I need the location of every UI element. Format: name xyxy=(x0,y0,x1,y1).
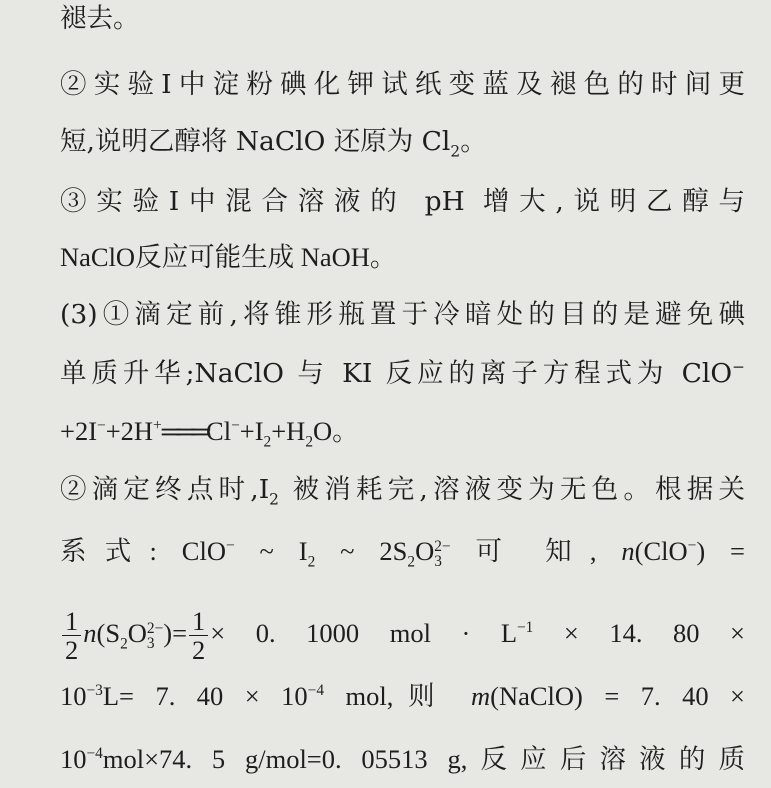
l11-d: × 0. 1000 mol · L xyxy=(210,618,518,648)
l11-n: n xyxy=(83,618,97,648)
text-line-1 xyxy=(60,2,745,36)
l10-sub1: 2 xyxy=(307,553,316,571)
fraction-1 xyxy=(62,607,81,664)
l10-d: O xyxy=(415,536,435,566)
line-7-sup: − xyxy=(732,358,745,377)
eq-sub-2: 2 xyxy=(305,433,314,451)
line-3-text-a: 短,说明乙醇将 NaClO 还原为 Cl xyxy=(60,126,451,157)
line-9-text-a: ②滴定终点时,I xyxy=(60,474,270,505)
line-7-text: 单质升华;NaClO 与 KI 反应的离子方程式为 ClO xyxy=(60,358,733,389)
l10-sup2: 2− xyxy=(434,537,451,555)
l12-sup2: −4 xyxy=(307,682,325,700)
text-line-5 xyxy=(60,240,745,275)
l12-c: mol,则 xyxy=(324,681,471,711)
l10-supsub-stack xyxy=(434,539,450,570)
l12-sup1: −3 xyxy=(86,682,103,700)
line-5-text: NaClO反应可能生成 NaOH。 xyxy=(60,242,397,272)
l11-e: × 14. 80 × xyxy=(533,618,746,648)
l12-m: m xyxy=(471,681,491,711)
l11-a: (S xyxy=(96,618,121,648)
eq-i2: +I xyxy=(239,416,264,446)
text-line-3 xyxy=(60,125,745,159)
text-line-8-equation xyxy=(60,414,745,451)
frac2-num: 1 xyxy=(192,606,206,637)
frac1-den: 2 xyxy=(62,635,81,664)
l13-b: mol×74. 5 g/mol=0. 05513 g,反应后溶液的质 xyxy=(102,744,745,774)
l12-b: L= 7. 40 × 10 xyxy=(102,681,308,711)
text-line-4 xyxy=(60,185,745,219)
l10-a: 系式: ClO xyxy=(60,536,226,566)
l11-sup2: −1 xyxy=(517,619,534,637)
l10-g: ) = xyxy=(696,536,745,566)
l10-c: ~ 2S xyxy=(315,536,408,566)
eq-sup-1: − xyxy=(97,417,106,435)
eq-sup-3: − xyxy=(231,417,240,435)
eq-end: O。 xyxy=(313,416,359,446)
frac2-den: 2 xyxy=(189,635,208,664)
l10-sub2: 2 xyxy=(407,553,416,571)
line-3-sub: 2 xyxy=(450,142,461,161)
text-line-9 xyxy=(60,473,745,507)
l12-d: (NaClO) = 7. 40 × xyxy=(490,681,745,711)
line-4-text: ③实验Ⅰ中混合溶液的 pH 增大,说明乙醇与 xyxy=(60,186,745,217)
eq-2i: +2I xyxy=(60,416,98,446)
l10-sup1: − xyxy=(225,537,235,555)
l11-supsub-stack xyxy=(147,621,163,652)
text-line-10 xyxy=(60,534,745,569)
line-9-sub: 2 xyxy=(269,490,279,509)
l12-a: 10 xyxy=(60,681,87,711)
text-line-13 xyxy=(60,742,745,776)
line-2-text: ②实验Ⅰ中淀粉碘化钾试纸变蓝及褪色的时间更 xyxy=(60,69,745,100)
frac1-num: 1 xyxy=(65,606,79,637)
l10-sup3: − xyxy=(687,537,697,555)
fraction-2 xyxy=(189,607,208,664)
l11-sub2: 3 xyxy=(146,634,155,652)
eq-sup-2: + xyxy=(153,417,162,435)
eq-h2o: +H xyxy=(271,416,306,446)
l11-c: )= xyxy=(163,618,188,648)
text-line-12 xyxy=(60,679,745,713)
l10-f: (ClO xyxy=(634,536,688,566)
l11-sub1: 2 xyxy=(120,635,128,653)
text-line-7 xyxy=(60,357,745,391)
text-line-6 xyxy=(60,298,745,332)
l10-e: 可 知, xyxy=(450,536,622,566)
l11-b: O xyxy=(127,618,147,648)
text-line-11-fraction xyxy=(60,605,745,664)
l13-sup1: −4 xyxy=(86,745,103,763)
line-1-text: 褪去。 xyxy=(60,3,140,34)
line-9-text-b: 被消耗完,溶液变为无色。根据关 xyxy=(278,474,745,505)
eq-cl: Cl xyxy=(206,416,232,446)
l10-n: n xyxy=(621,536,635,566)
l11-sup1: 2− xyxy=(146,619,164,637)
eq-sub-1: 2 xyxy=(263,433,272,451)
line-6-text: (3)①滴定前,将锥形瓶置于冷暗处的目的是避免碘 xyxy=(60,299,745,330)
l10-b: ~ I xyxy=(234,536,308,566)
l10-supsub: 3 xyxy=(434,552,442,570)
line-3-text-b: 。 xyxy=(460,126,487,157)
text-line-2 xyxy=(60,68,745,102)
l13-a: 10 xyxy=(60,744,87,774)
eq-sign: ═══ xyxy=(161,416,207,446)
eq-2h: +2H xyxy=(105,416,154,446)
